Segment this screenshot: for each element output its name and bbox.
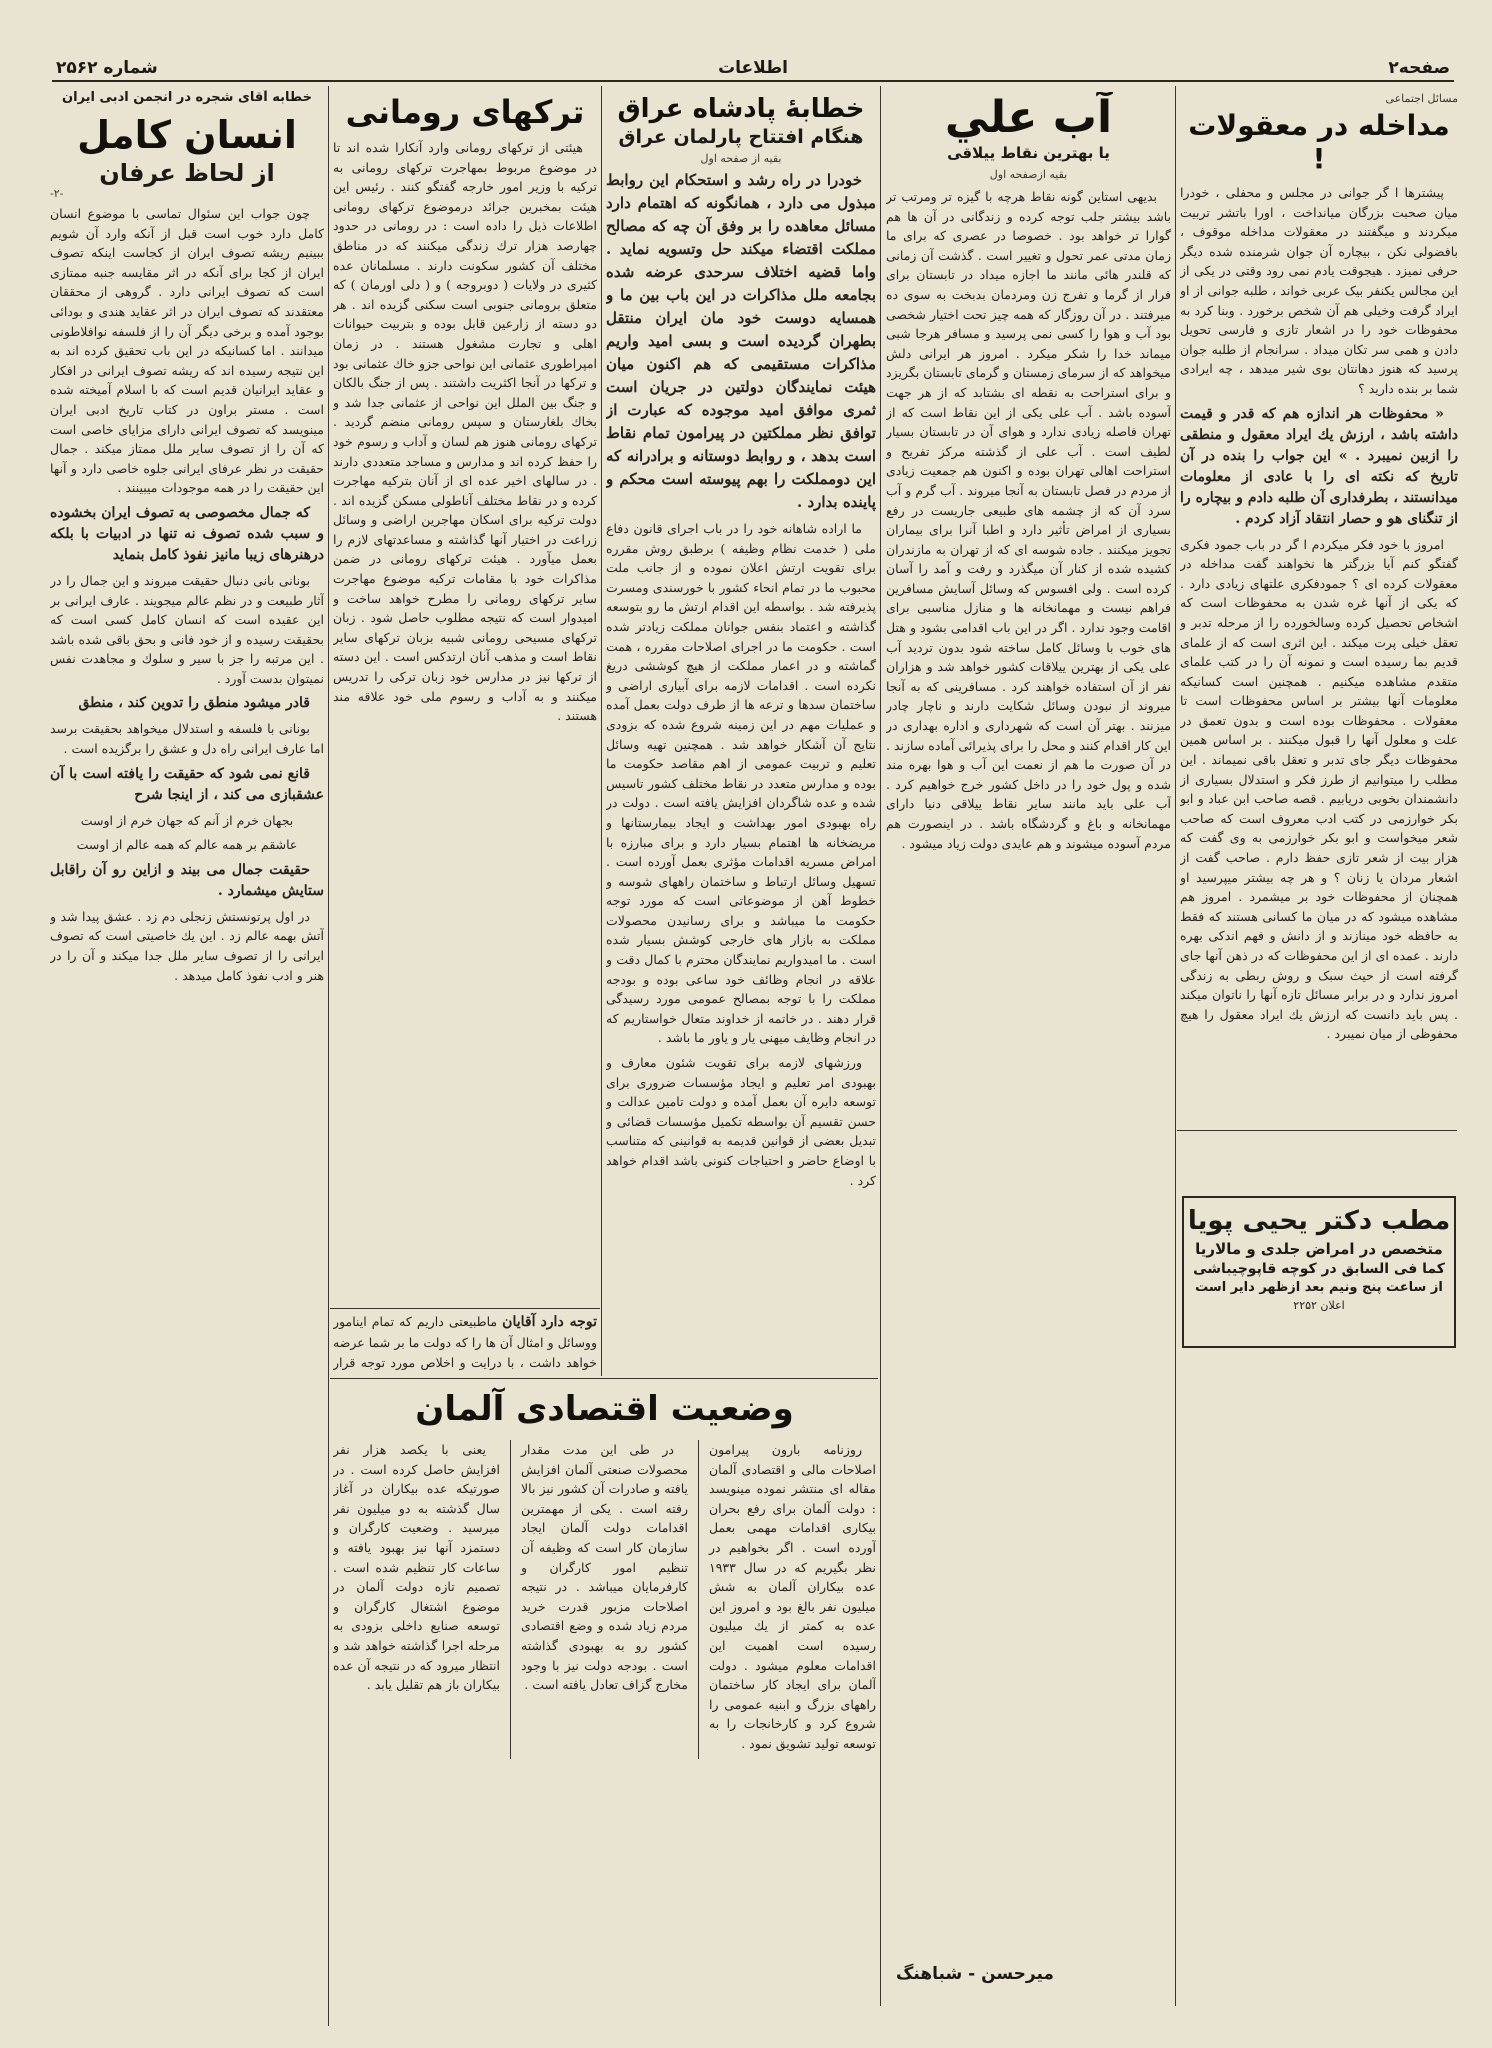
article-iraq-king [606, 92, 876, 1372]
article-perfect-man [50, 90, 324, 2020]
notice-body: ماطبیعتی داریم که تمام اینامور ووسائل و امثال آن ها را که دولت ما بر شما عرضه خواهد داشت ، با درایت و اخلاص مورد توجه قرار [333, 1314, 597, 1370]
article-lead: خودرا در راه رشد و استحکام این روابط مبذول می دارد ، همانگونه که اهتمام دارد مسائل معاهده را بر وفق آن چه که مصالح مملکت اقتضاء میکند حل وتسویه نماید . واما قضیه اختلاف سرحدی عرضه شده بجامعه ملل مذاکرات در این باب بین ما و همسایه دوست خود مان ایران منتقل بطهران گردیده است و بسی امید واریم مذاکرات مستقیمی که هم اکنون میان هیئت نمایندگان دولتین در جریان است ثمری موافق امید موجوده که عبارت از توافق نظر مملکتین در پیرامون تمام نقاط است بدهد ، و روابط دوستانه و برادرانه که این دومملکت را بهم پیوسته است محکم و پاینده بدارد . [606, 171, 876, 511]
continued-note: بقیه ازصفحه اول [989, 168, 1068, 181]
article-title: وضعیت اقتصادی آلمان [415, 1389, 794, 1429]
article-body: چون جواب این سئوال تماسی با موضوع انسان کامل دارد خوب است قبل از آنکه وارد آن شویم ببینیم ریشه تصوف ایران از کجاست اینکه تصوف ایران از کجا برای آنکه در اثر مقایسه جنبه ممتازی است که تصوف ایرانی دارد . گروهی از محققان معتقدند که تصوف ایران در اثر عقاید هندی و بودائی بوجود آمده و برخی دیگر آن را از فلسفه نوافلاطونی میدانند . اما کسانیکه در این باب تحقیق کرده اند به این نتیجه رسیده اند که ریشه تصوف ایرانی در افکار و عقاید ایرانیان قدیم است که با اسلام آمیخته شده است . مستر براون در کتاب تاریخ ادبی ایران مینویسد که تصوف ایرانی دارای مزایای خاصی است که آن را از تصوف سایر ملل ممتاز میکند . جمال حقیقت در نظر عرفای ایرانی جلوه خاصی دارد و آنها این حقیقت را در همه موجودات میبینند . [50, 206, 324, 496]
ad-line-1: متخصص در امراض جلدی و مالاریا [1195, 1240, 1443, 1258]
article-body-4: در اول پرتونستش زنجلی دم زد . عشق پیدا شد و آتش بهمه عالم زد . این یك خاصیتی است که تصوف ایرانی را از تصوف سایر ملل جدا میکند و آن را در هنر و ادب نفوذ کامل میدهد . [50, 908, 324, 983]
ad-line-3: از ساعت پنج ونیم بعد ازظهر دایر است [1195, 1280, 1443, 1295]
article-body-3: بونانی با فلسفه و استدلال میخواهد بحقیقت برسد اما عارف ایرانی راه دل و عشق را برگزیده است . [50, 721, 324, 757]
article-title: آب علي [944, 92, 1113, 143]
germany-col-1: روزنامه بارون پیرامون اصلاحات مالی و اقتصادی آلمان مقاله ای منتشر نموده مینویسد : دولت آلمان برای رفع بحران بیکاری اقدامات مهمی بعمل آورده است . اگر بخواهیم در نظر بگیریم که در سال ۱۹۳۳ عده بیکاران آلمان به شش میلیون نفر بالغ بود و امروز این عده به کمتر از یك میلیون رسیده است اهمیت این اقدامات معلوم میشود . دولت آلمان برای ایجاد کار ساختمان راههای بزرگ و ابنیه عمومی را شروع کرد و کارخانجات را به توسعه تولید تشویق نمود . [709, 1442, 876, 1751]
article-bold-quote: « محفوظات هر اندازه هم که قدر و قیمت داشته باشد ، ارزش یك ایراد معقول و منطقی را ازبین نمیبرد . » این جواب را بنده در آن تاریخ که نکته ای را با عادی از معلومات میدانستند ، بطرفداری آن طلبه دادم و بیچاره را از تنگنای هو و حصار انتقاد آزاد کردم . [1180, 405, 1458, 527]
column-rule [510, 1440, 511, 1759]
column-rule [1175, 86, 1176, 2006]
notice-sub: آقایان [502, 1314, 536, 1330]
notice-heading: توجه دارد [540, 1314, 597, 1330]
newspaper-name: اطلاعات [718, 58, 788, 78]
germany-col-2: در طی این مدت مقدار محصولات صنعتی آلمان افزایش یافته و صادرات آن کشور نیز بالا رفته است . یکی از مهمترین اقدامات دولت آلمان ایجاد سازمان کار است که وظیفه آن تنظیم امور کارگران و کارفرمایان میباشد . در نتیجه اصلاحات مزبور قدرت خرید مردم زیاد شده و وضع اقتصادی کشور رو به بهبودی گذاشته است . بودجه دولت نیز با وجود مخارج گزاف تعادل یافته است . [521, 1442, 688, 1693]
article-body-2: بونانی بانی دنبال حقیقت میروند و این جمال را در آثار طبیعت و در نظم عالم میجویند . عارف ایرانی بر این عقیده است که انسان کامل کسی است که بحقیقت رسیده و از خود فانی و بحق باقی شده باشد . این مرتبه را جز با سیر و سلوك و مجاهدت نفس نمیتوان بدست آورد . [50, 572, 324, 686]
article-romania-turks [333, 92, 597, 1302]
clinic-advertisement [1182, 1196, 1456, 1348]
article-intervention [1180, 92, 1458, 1190]
article-bold-2: قادر میشود منطق را تدوین کند ، منطق [78, 695, 310, 712]
section-rule [330, 1308, 600, 1309]
article-bold-1: که جمال مخصوصی به تصوف ایران بخشوده و سبب شده تصوف نه تنها در ادبیات با بلکه درهنرهای زیبا مانیز نفوذ کامل بنماید [50, 504, 324, 563]
article-extra: ورزشهای لازمه برای تقویت شئون معارف و بهبودی امر تعلیم و ایجاد مؤسسات ضروری برای توسعه دایره آن بعمل آمده و دولت تامین عدالت و حسن تقسیم آن بواسطه تکمیل مؤسسات قضائی و تبدیل بعضی از قوانین قدیمه به قوانینی که متناسب با اوضاع حاضر و احتیاجات کنونی باشد اقدام خواهد کرد . [606, 1055, 876, 1188]
article-subtitle: هنگام افتتاح پارلمان عراق [618, 126, 864, 148]
column-rule [698, 1440, 699, 1759]
germany-col-3: یعنی با یکصد هزار نفر افزایش حاصل کرده است . در صورتیکه عده بیکاران در آغاز سال گذشته به دو میلیون نفر میرسید . وضعیت کارگران و دستمزد آنها نیز بهبود یافته و ساعات کار تنظیم شده است . تصمیم تازه دولت آلمان در موضوع اشتغال کارگران و توسعه صنایع داخلی بزودی به مرحله اجرا گذاشته خواهد شد و انتظار میرود که در نتیجه آن عده بیکاران باز هم تقلیل یابد . [333, 1442, 500, 1693]
section-rule [330, 1378, 878, 1379]
article-subtitle: یا بهترین نقاط ییلاقی [947, 144, 1110, 162]
article-title: خطابهٔ پادشاه عراق [617, 94, 865, 124]
article-intro: پیشترها ا گر جوانی در مجلس و محفلی ، خودرا میان صحبت بزرگان میانداخت ، اورا باتشر تربیت میکردند و میگفتند در معقولات مداخله موقوف ، بافضولی نکن ، بیچاره آن جوان شرمنده شده دیگر حرفی نمیزد . هیجوقت یادم نمی رود وقتی در یکی از این مجالس یکنفر بیک عربی خواند ، طلبه جوانی از او ایراد گرفت وخیلی هم آن شخص برخورد . وبنا کرد به محفوظات خود را در اشعار تازی و فارسی تحویل دادن و همی سر تکان میداد . سرانجام از طلبه جوان پرسید که هنوز دهانتان بوی شیر میدهد ، چه ایرادی شما بر بنده دارید ؟ [1180, 185, 1458, 396]
article-subtitle: از لحاظ عرفان [99, 159, 275, 187]
page-header [52, 58, 1454, 82]
article-signature: میرحسن - شباهنگ [896, 1964, 1054, 1984]
ad-code: اعلان ۲۲۵۲ [1293, 1299, 1345, 1312]
column-rule [328, 86, 329, 2026]
part-number: -۲- [50, 187, 64, 200]
article-bold-4: حقیقت جمال می بیند و ازاین رو آن راقابل ستایش میشمارد . [50, 861, 324, 899]
article-body: بدیهی استاین گونه نقاط هرچه با گیزه تر ومرتب تر باشد بیشتر جلب توجه کرده و زندگانی در آن ها هم گوارا تر خواهد بود . خصوصا در عصری که برای ما زمان مدتی عمر تحول و تغییر است . گذشت آن زمانی که قلندر هائی مانند ما اجازه میداد در تابستان برای فرار از گرما و تفرج زن ومردمان بدبخت به سوی ده میرفتند . در آن روزگار که همه چیز تحت اختیار شخصی بود آب و هوا را کسی نمی پرسید و مسافر هرجا شبی میماند خدا را شکر میکرد . امروز هر ایرانی دلش میخواهد که از سرمای زمستان و گرمای تابستان بگریزد و برای استراحت به نقطه ای بشتابد که از هر جهت آسوده باشد . آب علی یکی از این نقاط است که از تهران فاصله زیادی ندارد و هوای آن در تابستان بسیار لطیف است . آب علی از گذشته مرکز تفریح و استراحت اهالی تهران بوده و اکنون هم جمعیت زیادی از مردم در فصل تابستان به آنجا میروند . آب گرم و آب سرد آن که از چشمه های طبیعی جاریست در رفع بسیاری از امراض تأثیر دارد و اطبا آنرا برای بیماران تجویز میکنند . جاده شوسه ای که از تهران به مازندران کشیده شده از کنار آن میگذرد و رفت و آمد را آسان کرده است . ولی افسوس که وسائل آسایش مسافرین فراهم نیست و مهمانخانه ها و منازل مناسبی برای اقامت وجود ندارد . اگر در این باب اقدامی بشود و هتل های خوب با وسائل کامل ساخته شود بدون تردید آب علی یکی از بهترین ییلاقات کشور خواهد شد و هزاران نفر از آن استفاده خواهند کرد . مسافرینی که به آنجا میروند از نبودن وسائل شکایت دارند و ناچار چادر میزنند . بهتر آن است که شهرداری و اداره بهداری در این کار اقدام کنند و محل را برای پذیرائی آماده سازند . در آن صورت ما هم از نعمت این آب و هوا بهره مند شده و پول خود را در داخل کشور خرج خواهیم کرد . آب علی باید مانند سایر نقاط ییلاقی دنیا دارای مهمانخانه و باغ و گردشگاه باشد . در اینصورت هم مردم آسوده میشوند و هم عایدی دولت زیاد میشود . [886, 189, 1171, 851]
article-bold-3: قانع نمی شود که حقیقت را یافته است با آن عشقبازی می کند ، از اینجا شرح [50, 765, 324, 803]
notice-box [333, 1312, 597, 1376]
column-rule [880, 86, 881, 2006]
ad-line-2: کما فی السابق در کوچه قاپوچیباشی [1193, 1261, 1445, 1277]
lecture-label: خطابه آقای شجره در انجمن ادبی ایران [62, 90, 312, 105]
ad-title: مطب دکتر یحیی پویا [1187, 1206, 1451, 1236]
section-kicker: مسائل اجتماعی [1385, 92, 1458, 105]
article-ab-ali [886, 92, 1171, 1992]
article-title: مداخله در معقولات ! [1188, 109, 1450, 175]
article-title: ترکهای رومانی [345, 93, 585, 131]
issue-number: شماره ۲۵۶۲ [56, 58, 158, 78]
article-germany-economy [333, 1384, 876, 2024]
continued-note: بقیه از صفحه اول [700, 152, 782, 165]
article-body: امروز با خود فکر میکردم ا گر در باب جمود فکری گفتگو کنم آیا بزرگتر ها نخواهند گفت مداخله در معقولات کرده ای ؟ جمودفکری علتهای زیادی دارد . که یکی از آنها غره شدن به محفوظات است که اشخاص تحصیل کرده وسالخورده را از مرحله تدبر و تعقل خیلی پرت میکند . این اثری است که از علمای قدیم بما رسیده است و نمونه آن را در کتب علمای متقدم مشاهده میکنیم . همچنین است کسانیکه معلومات آنها بیشتر بر اساس محفوظات است تا معقولات . محفوظات بوده است و بدون تعمق در علت و معلول آنها را قبول میکنند . بر اساس همین محفوظات دیگر جای تدبر و تعقل باقی نمیماند . این مطلب را میتوانیم از طرز فکر و استدلال بسیاری از دانشمندان بخوبی دریابیم . قصه صاحب ابن عباد و ابو بکر خوارزمی در کتب ادب معروف است که صاحب شعر میخواست و ابو بکر خوارزمی به وی گفت که هزار بیت از شعر تازی حفظ دارم . صاحب گفت از اشعار مردان یا زنان ؟ و هر چه بیشتر میپرسید او همچنان از محفوظات خود بر میشمرد . امروز هم مشاهده میشود که در میان ما کسانی هستند که فقط به حافظه خود مینازند و از دانش و فهم اندکی بهره دارند . عمده ای از این محفوظات که در ذهن آنها جای گرفته است از حیث سبک و روش ربطی به زندگی امروز ندارد و در برابر مسائل تازه آنها را ناتوان میکند . پس باید دانست که ارزش یك ایراد معقول را هیچ محفوظی از میان نمیبرد . [1180, 536, 1458, 1042]
article-title: انسان کامل [77, 113, 297, 157]
article-body: ما اراده شاهانه خود را در باب اجرای قانون دفاع ملی ( خدمت نظام وظیفه ) برطبق روش مقرره برای تقویت ارتش اعلان نموده و از جانب ملت محبوب ما در تمام انحاء کشور با خورسندی ومسرت پذیرفته شد . بواسطه این اقدام ارتش ما رو بتوسعه گذاشته و اعتماد بنفس جوانان مملکت زیادتر شده است . حکومت ما در اجرای اصلاحات مقرره ، همت گماشته و در اعمار مملکت از هیچ کوششی دریغ نکرده است . اقدامات لازمه برای آبیاری اراضی و ساختمان سدها و ترعه ها از طرف دولت بعمل آمده و عملیات مهم در این زمینه شروع شده که بزودی نتایج آن آشکار خواهد شد . همچنین تهیه وسائل تعلیم و تربیت عمومی از اهم مقاصد حکومت ما بوده و مدارس متعدد در نقاط مختلف کشور تاسیس شده و عده شاگردان افزایش یافته است . دولت در راه بهبودی امور بهداشت و ایجاد بیمارستانها و مریضخانه ها اهتمام بسیار دارد و برای مبارزه با امراض مسریه اقدامات مؤثری بعمل آورده است . تسهیل وسائل ارتباط و ساختمان راههای شوسه و خطوط آهن از موضوعاتی است که مورد توجه حکومت ما میباشد و برای رسانیدن محصولات مملکت به بازار های خارجی کوشش بسیار شده است . ما امیدواریم نمایندگان محترم با کمال دقت و علاقه در انجام وظائف خود ساعی بوده و بودجه مملکت را با توجه بمصالح عمومی مورد رسیدگی قرار دهند . در خاتمه از خداوند متعال خواستاریم که در انجام وظایف میهنی یار و یاور ما باشد . [606, 521, 876, 1046]
page-number: صفحه۲ [1388, 58, 1450, 78]
column-rule [601, 86, 602, 1376]
poem-line-1: بجهان خرم از آنم که جهان خرم از اوست [80, 812, 294, 828]
article-body: هیئتی از ترکهای رومانی وارد آنکارا شده اند تا در موضوع مربوط بمهاجرت ترکهای رومانی به ترکیه با وزیر امور خارجه گفتگو کنند . رئیس این هیئت بمخبرین جرائد درموضوع ترکهای رومانی اطلاعات ذیل را داده است : در رومانی در حدود چهارصد هزار ترك زندگی میکنند که در مناطق مختلف آن کشور سکونت دارند . مسلمانان عده کثیری در ولایات ( دوبروجه ) و ( دلی اورمان ) که متعلق برومانی جنوبی است سکنی گزیده اند . هر دو دسته از زارعین قابل بوده و بتربیت حیوانات اهلی و تجارت مشغول هستند . در زمان امپراطوری عثمانی این نواحی جزو خاك عثمانی بود و ترکها در آنجا اکثریت داشتند . پس از جنگ بالکان و جنگ بین الملل این نواحی از عثمانی جدا شد و بخاك بلغارستان و سپس رومانی منضم گردید . ترکهای رومانی هنوز هم لسان و آداب و رسوم خود را حفظ کرده اند و مدارس و مساجد متعددی دارند . در سالهای اخیر عده ای از آنان بترکیه مهاجرت کرده و در نقاط مختلف آناطولی مسکن گزیده اند . دولت ترکیه برای اسکان مهاجرین اراضی و وسائل زراعت در اختیار آنها گذاشته و مساعدتهای لازم را بعمل میآورد . هیئت ترکهای رومانی در ضمن مذاکرات خود با مقامات ترکیه موضوع مهاجرت سایر ترکهای رومانی را مطرح خواهد ساخت و امیدوار است که نتیجه مطلوب حاصل شود . زبان ترکهای مسیحی رومانی شبیه بزبان ترکهای سایر نقاط است و مذهب آنان ارتدکس است . این دسته از ترکها نیز در مدارس خود زبان ترکی را تدریس میکنند و به آداب و رسوم ملی خود علاقه مند هستند . [333, 140, 597, 724]
poem-line-2: عاشقم بر همه عالم که همه عالم از اوست [76, 837, 298, 853]
germany-columns [333, 1440, 876, 1759]
